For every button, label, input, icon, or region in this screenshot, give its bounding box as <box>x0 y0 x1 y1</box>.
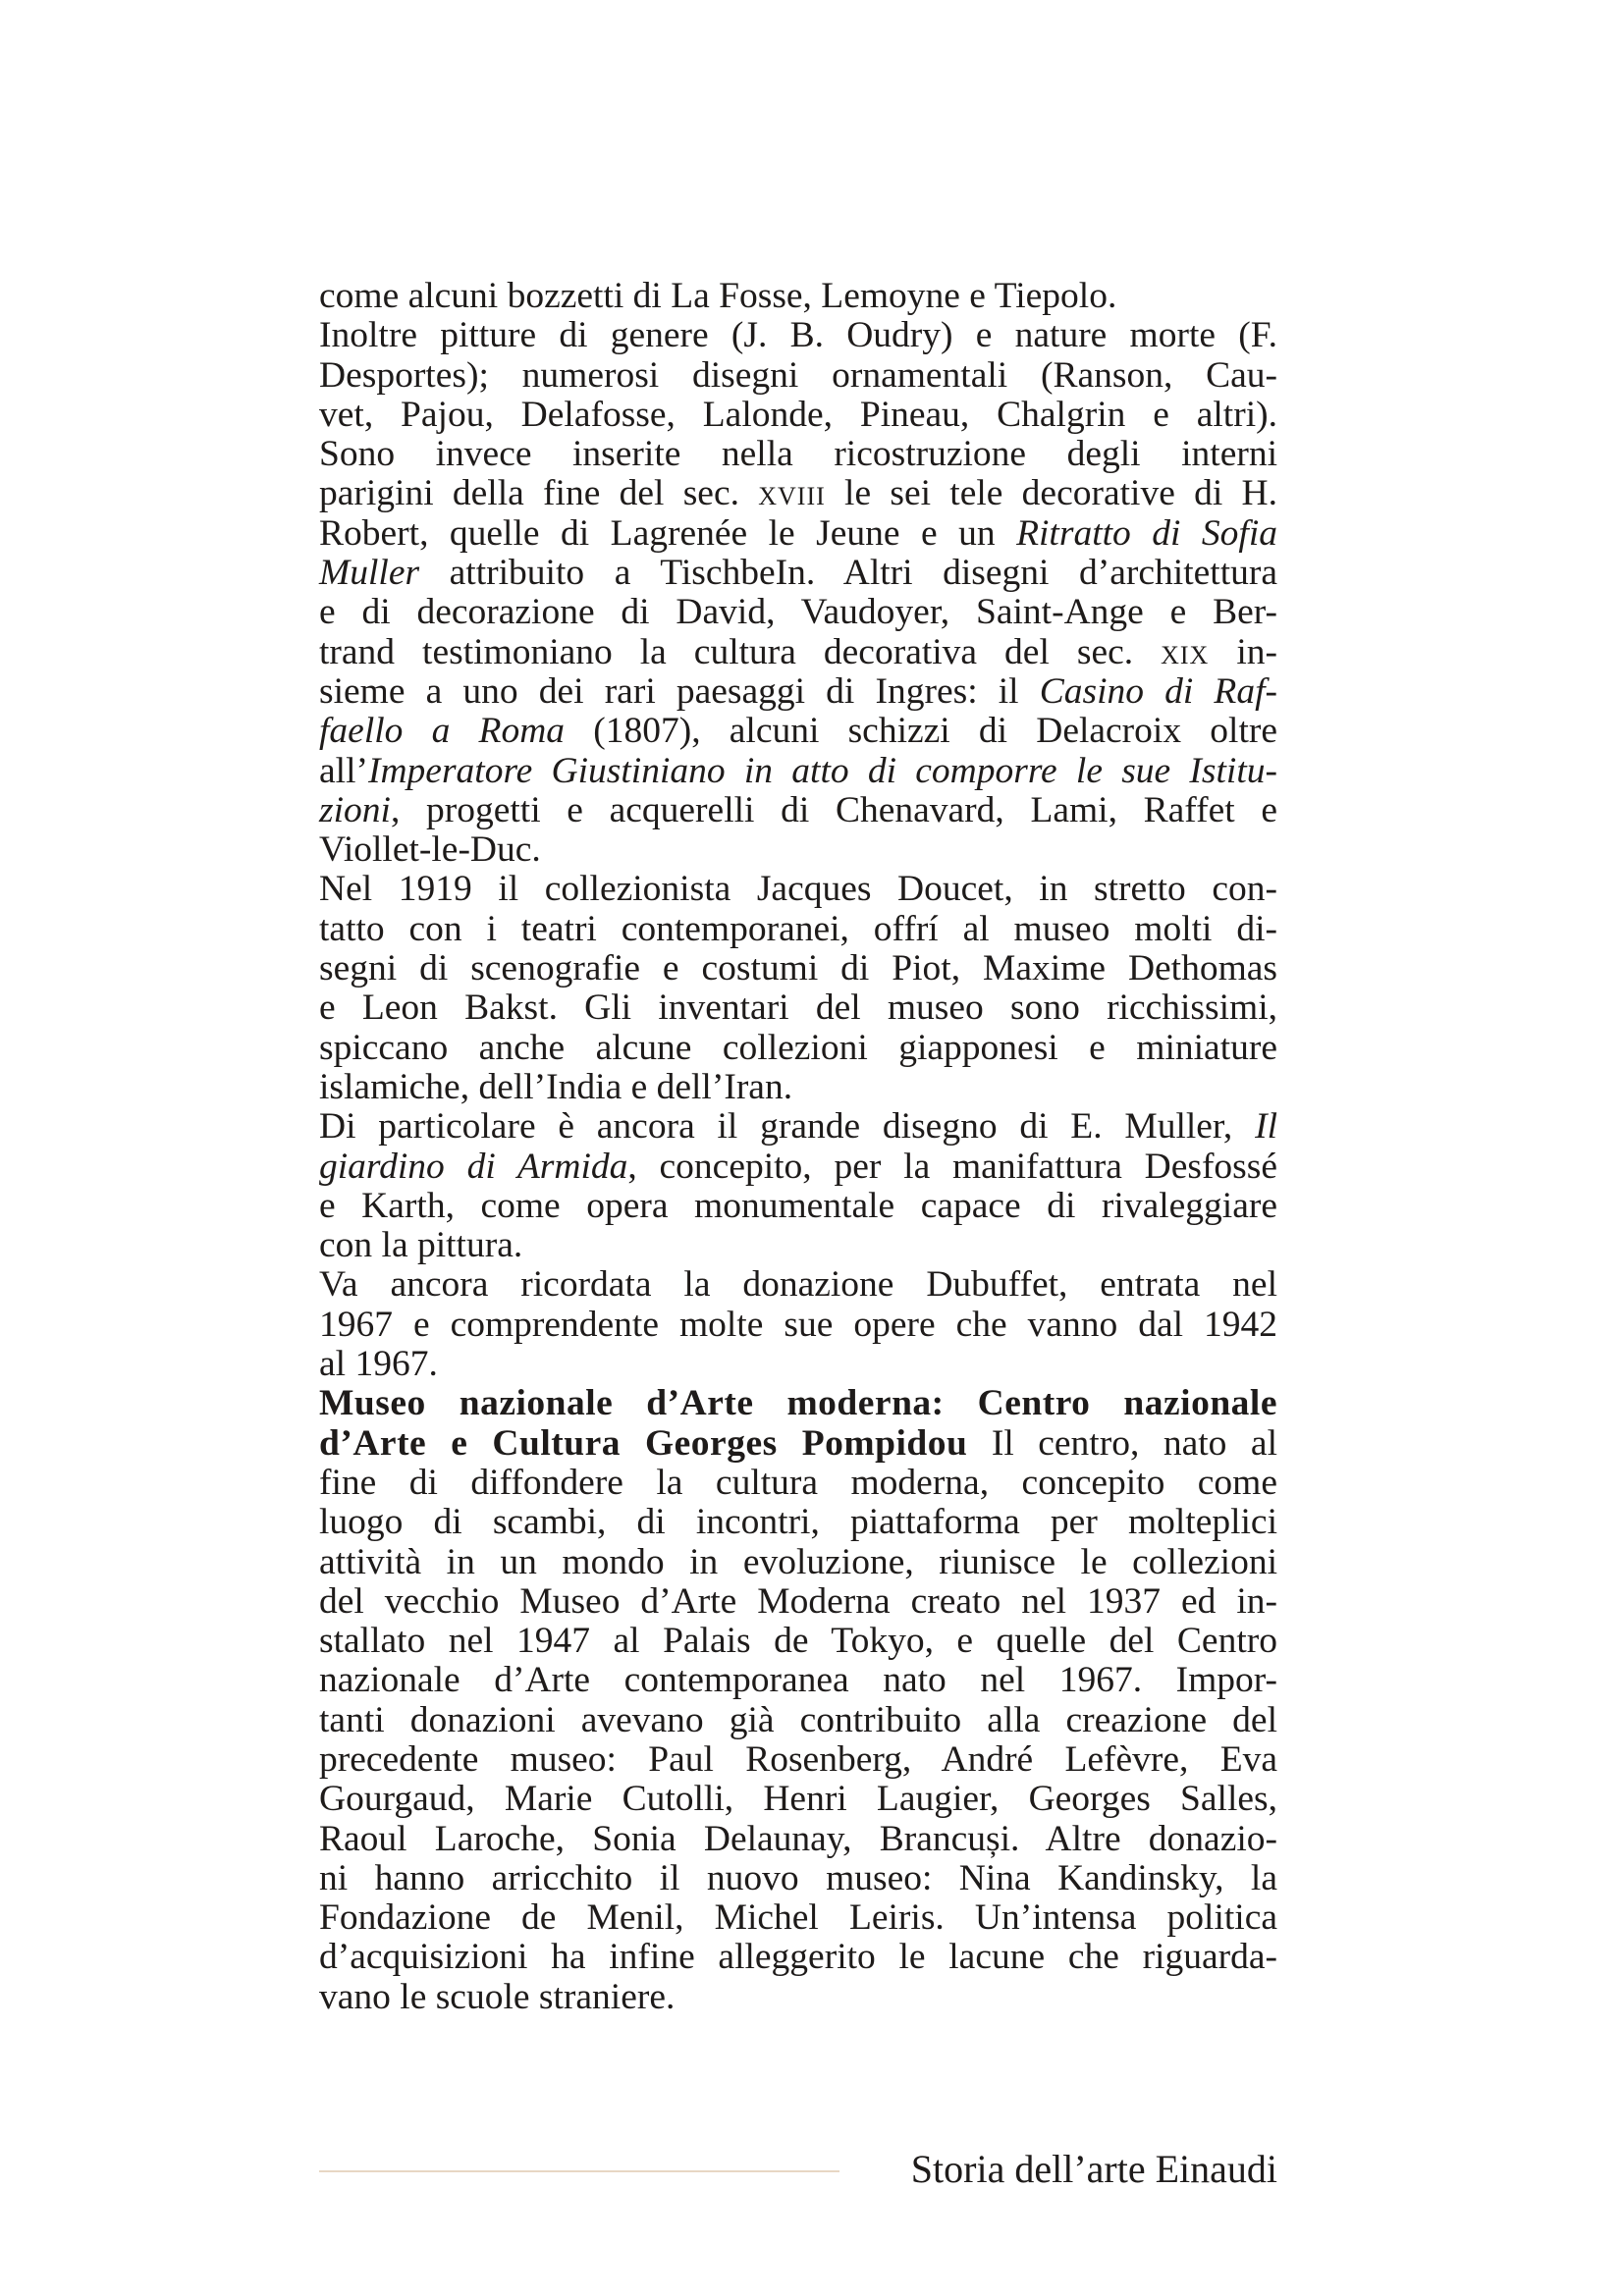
text-run: parigini della fine del sec. <box>319 473 759 514</box>
text-run: Desportes); numerosi disegni ornamentali (Ranson, Cau- <box>319 354 1277 396</box>
text-run: attività in un mondo in evoluzione, riunisce le collezioni <box>319 1541 1277 1582</box>
text-run: Nel 1919 il collezionista Jacques Doucet, in stretto con- <box>319 869 1277 910</box>
text-run: in- <box>1209 631 1277 672</box>
text-line <box>319 1306 1277 1345</box>
text-run: Di particolare è ancora il grande disegno di E. Muller, <box>319 1106 1256 1148</box>
text-run: vet, Pajou, Delafosse, Lalonde, Pineau, Chalgrin e altri). <box>319 394 1277 435</box>
text-run: Gourgaud, Marie Cutolli, Henri Laugier, Georges Salles, <box>319 1779 1277 1820</box>
text-line <box>319 1187 1277 1226</box>
text-run: Va ancora ricordata la donazione Dubuffet, entrata nel <box>319 1264 1277 1306</box>
text-line <box>319 1265 1277 1305</box>
text-run: sieme a uno dei rari paesaggi di Ingres: il <box>319 670 1040 712</box>
text-run: ni hanno arricchito il nuovo museo: Nina Kandinsky, la <box>319 1857 1277 1898</box>
text-line <box>319 1938 1277 1977</box>
text-line <box>319 1859 1277 1898</box>
text-line <box>319 791 1277 830</box>
text-run: 1967 e comprendente molte sue opere che vanno dal 1942 <box>319 1304 1277 1345</box>
text-line <box>319 830 1277 870</box>
text-run: vano le scuole straniere. <box>319 1976 676 2017</box>
text-run: d’acquisizioni ha infine alleggerito le lacune che riguarda- <box>319 1937 1277 1978</box>
text-line <box>319 474 1277 513</box>
text-line <box>319 1148 1277 1187</box>
text-line <box>319 1898 1277 1938</box>
text-run: segni di scenografie e costumi di Piot, Maxime Dethomas <box>319 948 1277 989</box>
italic-title: Il <box>1255 1106 1277 1148</box>
text-line <box>319 870 1277 909</box>
footer-title: Storia dell’arte Einaudi <box>910 2147 1277 2191</box>
text-line <box>319 1107 1277 1147</box>
text-line <box>319 1701 1277 1740</box>
text-line <box>319 514 1277 554</box>
text-run: spiccano anche alcune collezioni giapponesi e miniature <box>319 1027 1277 1068</box>
century-numeral: xix <box>1161 631 1210 672</box>
text-line <box>319 1029 1277 1068</box>
text-line <box>319 1226 1277 1265</box>
text-run: Viollet-le-Duc. <box>319 829 541 871</box>
text-run: le sei tele decorative di H. <box>825 473 1277 514</box>
text-run: (1807), alcuni schizzi di Delacroix oltre <box>565 711 1277 752</box>
italic-title: Ritratto di Sofia <box>1016 512 1277 554</box>
text-line <box>319 949 1277 988</box>
text-run: attribuito a TischbeIn. Altri disegni d’architettura <box>419 553 1277 594</box>
text-line <box>319 277 1277 316</box>
italic-title: Imperatore Giustiniano in atto di comporre le sue Istitu- <box>367 750 1277 791</box>
text-run: tanti donazioni avevano già contribuito alla creazione del <box>319 1699 1277 1740</box>
text-run: e di decorazione di David, Vaudoyer, Saint-Ange e Ber- <box>319 592 1277 633</box>
text-line <box>319 1424 1277 1464</box>
text-line <box>319 1384 1277 1423</box>
text-run: stallato nel 1947 al Palais de Tokyo, e quelle del Centro <box>319 1621 1277 1662</box>
body-text <box>319 277 1277 2017</box>
italic-title: Casino di Raf- <box>1039 670 1277 712</box>
text-run: luogo di scambi, di incontri, piattaforma per molteplici <box>319 1502 1277 1543</box>
text-run: fine di diffondere la cultura moderna, concepito come <box>319 1462 1277 1503</box>
text-run: precedente museo: Paul Rosenberg, André Lefèvre, Eva <box>319 1738 1277 1780</box>
text-run: del vecchio Museo d’Arte Moderna creato nel 1937 ed in- <box>319 1580 1277 1622</box>
text-run: al 1967. <box>319 1344 438 1385</box>
text-line <box>319 1978 1277 2017</box>
text-run: trand testimoniano la cultura decorativa del sec. <box>319 631 1162 672</box>
italic-title: zioni <box>319 789 391 830</box>
text-line <box>319 593 1277 632</box>
text-run: e Karth, come opera monumentale capace di rivaleggiare <box>319 1185 1277 1226</box>
text-run: Robert, quelle di Lagrenée le Jeune e un <box>319 512 1017 554</box>
italic-title: faello a Roma <box>319 711 566 752</box>
text-run: islamiche, dell’India e dell’Iran. <box>319 1066 793 1107</box>
text-line <box>319 1820 1277 1859</box>
text-line <box>319 672 1277 712</box>
text-line <box>319 752 1277 791</box>
text-line <box>319 1622 1277 1661</box>
text-line <box>319 435 1277 474</box>
text-run: all’ <box>319 750 368 791</box>
text-line <box>319 554 1277 593</box>
italic-title: giardino di Armida <box>319 1146 628 1187</box>
century-numeral: xviii <box>758 473 826 514</box>
text-run: nazionale d’Arte contemporanea nato nel 1967. Impor- <box>319 1660 1277 1701</box>
text-line <box>319 1068 1277 1107</box>
text-line <box>319 396 1277 435</box>
text-run: Sono invece inserite nella ricostruzione degli interni <box>319 434 1277 475</box>
text-line <box>319 712 1277 751</box>
section-heading: d’Arte e Cultura Georges Pompidou <box>319 1422 968 1464</box>
text-run: , concepito, per la manifattura Desfossé <box>627 1146 1278 1187</box>
text-run: , progetti e acquerelli di Chenavard, Lami, Raffet e <box>390 789 1277 830</box>
text-line <box>319 1780 1277 1819</box>
text-line <box>319 988 1277 1028</box>
text-run: Inoltre pitture di genere (J. B. Oudry) e nature morte (F. <box>319 315 1277 356</box>
text-line <box>319 1345 1277 1384</box>
text-line <box>319 1503 1277 1542</box>
text-line <box>319 356 1277 396</box>
text-line <box>319 316 1277 355</box>
text-line <box>319 1543 1277 1582</box>
text-run: tatto con i teatri contemporanei, offrí al museo molti di- <box>319 908 1277 949</box>
footer-rule <box>319 2170 839 2172</box>
italic-title: Muller <box>319 553 420 594</box>
text-run: e Leon Bakst. Gli inventari del museo sono ricchissimi, <box>319 988 1277 1029</box>
section-heading: Museo nazionale d’Arte moderna: Centro nazionale <box>319 1383 1277 1424</box>
text-line <box>319 1464 1277 1503</box>
text-run: come alcuni bozzetti di La Fosse, Lemoyne e Tiepolo. <box>319 276 1117 316</box>
text-run: Raoul Laroche, Sonia Delaunay, Brancuși. Altre donazio- <box>319 1818 1277 1859</box>
text-run: Il centro, nato al <box>967 1422 1277 1464</box>
text-line <box>319 910 1277 949</box>
text-line <box>319 1661 1277 1700</box>
text-run: con la pittura. <box>319 1225 523 1266</box>
text-run: Fondazione de Menil, Michel Leiris. Un’intensa politica <box>319 1897 1277 1939</box>
text-line <box>319 633 1277 672</box>
text-line <box>319 1740 1277 1780</box>
text-line <box>319 1582 1277 1622</box>
